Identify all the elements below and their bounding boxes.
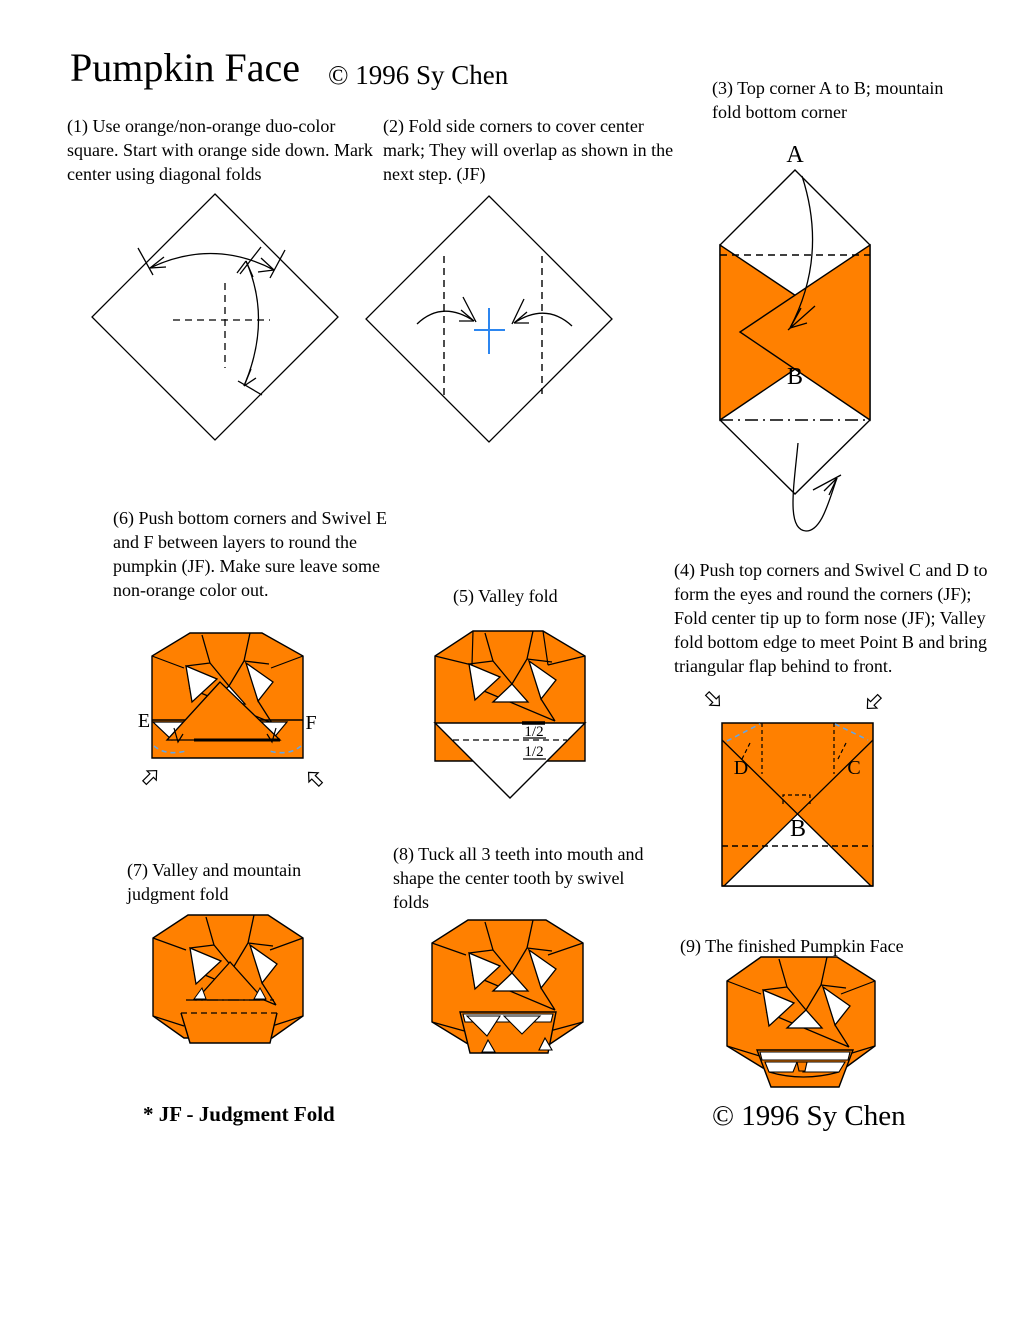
step1-diagram	[88, 188, 344, 446]
mouth-flap	[181, 1013, 277, 1043]
paper-square	[92, 194, 338, 440]
half-upper-label: 1/2	[524, 724, 544, 740]
step8-diagram	[426, 910, 594, 1062]
step6-diagram	[134, 628, 324, 783]
point-e-label: E	[137, 710, 151, 732]
point-b-label: B	[786, 364, 804, 390]
page-title: Pumpkin Face	[70, 45, 300, 90]
push-arrow-icon	[304, 768, 325, 789]
step6-instruction: (6) Push bottom corners and Swivel E and F between layers to round the pumpkin (JF). Make sure leave some non-orange color out.	[113, 508, 387, 600]
point-b-label: B	[789, 816, 807, 842]
half-lower-label: 1/2	[524, 744, 544, 760]
header-copyright: © 1996 Sy Chen	[328, 60, 509, 90]
step7-diagram	[146, 906, 314, 1056]
step3-instruction: (3) Top corner A to B; mountain fold bottom corner	[712, 78, 944, 122]
mouth-band	[760, 1052, 850, 1060]
footer-copyright: © 1996 Sy Chen	[712, 1100, 906, 1132]
step4-instruction: (4) Push top corners and Swivel C and D to form the eyes and round the corners (JF); Fold center tip up to form nose (JF); Valley fold bottom edge to meet Point B and bring triangular flap behind to front.	[674, 560, 988, 676]
lower-lip-right	[803, 1062, 845, 1072]
step5-instruction: (5) Valley fold	[453, 586, 558, 606]
step8-instruction: (8) Tuck all 3 teeth into mouth and shape the center tooth by swivel folds	[393, 844, 644, 912]
point-d-label: D	[733, 757, 749, 779]
step5-diagram	[430, 623, 598, 811]
push-arrow-icon	[703, 689, 724, 710]
point-c-label: C	[847, 757, 861, 779]
step2-diagram	[362, 190, 618, 448]
center-tooth	[797, 1062, 807, 1071]
step2-instruction: (2) Fold side corners to cover center mark; They will overlap as shown in the next step. (JF)	[383, 116, 674, 184]
lower-lip-left	[765, 1062, 797, 1072]
point-f-label: F	[305, 712, 317, 734]
step4-diagram	[700, 686, 896, 904]
step9-instruction: (9) The finished Pumpkin Face	[680, 936, 904, 956]
push-arrow-icon	[863, 692, 884, 713]
jf-footnote: * JF - Judgment Fold	[143, 1102, 335, 1126]
point-a-label: A	[786, 142, 804, 168]
push-arrow-icon	[140, 766, 161, 787]
step9-diagram	[721, 954, 883, 1094]
step7-instruction: (7) Valley and mountain judgment fold	[127, 860, 302, 904]
step3-diagram	[700, 138, 900, 540]
step1-instruction: (1) Use orange/non-orange duo-color square. Start with orange side down. Mark center using diagonal folds	[67, 116, 373, 184]
